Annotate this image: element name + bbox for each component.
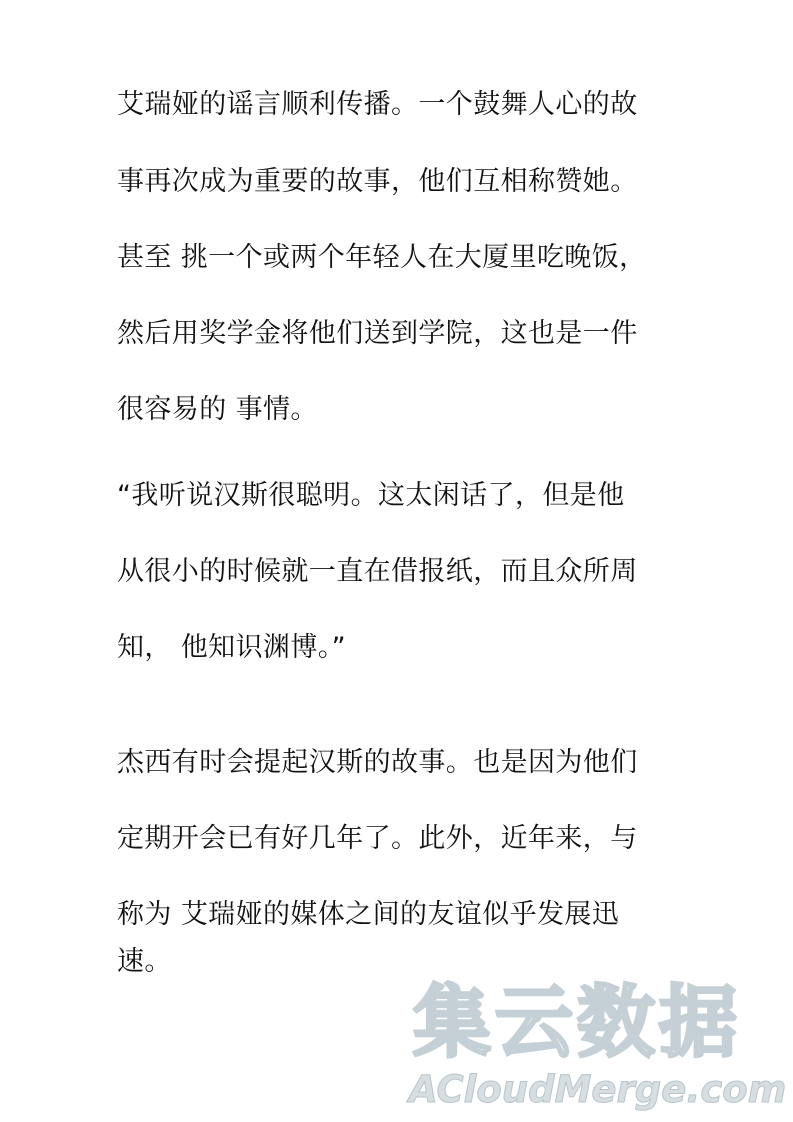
- text-line: 很容易的 事情。: [117, 394, 318, 425]
- text-line: 从很小的时候就一直在借报纸，而且众所周: [117, 556, 638, 587]
- text-line: 然后用奖学金将他们送到学院，这也是一件: [117, 318, 638, 349]
- text-line: 速。: [117, 946, 172, 977]
- watermark-logo: 集云数据: [413, 978, 742, 1068]
- watermark-url: ACloudMerge.com: [409, 1068, 787, 1111]
- text-line: 事再次成为重要的故事，他们互相称赞她。: [117, 166, 638, 197]
- watermark: [405, 978, 790, 1118]
- text-line: 甚至 挑一个或两个年轻人在大厦里吃晚饭，: [117, 242, 647, 273]
- text-line: 艾瑞娅的谣言顺利传播。一个鼓舞人心的故: [117, 89, 638, 120]
- text-line: 定期开会已有好几年了。此外，近年来，与: [117, 823, 638, 854]
- text-line: 称为 艾瑞娅的媒体之间的友谊似乎发展迅: [117, 899, 620, 930]
- text-line: 知， 他知识渊博。”: [117, 632, 347, 663]
- text-line: 杰西有时会提起汉斯的故事。也是因为他们: [117, 747, 638, 778]
- text-line: “我听说汉斯很聪明。这太闲话了，但是他: [117, 480, 625, 511]
